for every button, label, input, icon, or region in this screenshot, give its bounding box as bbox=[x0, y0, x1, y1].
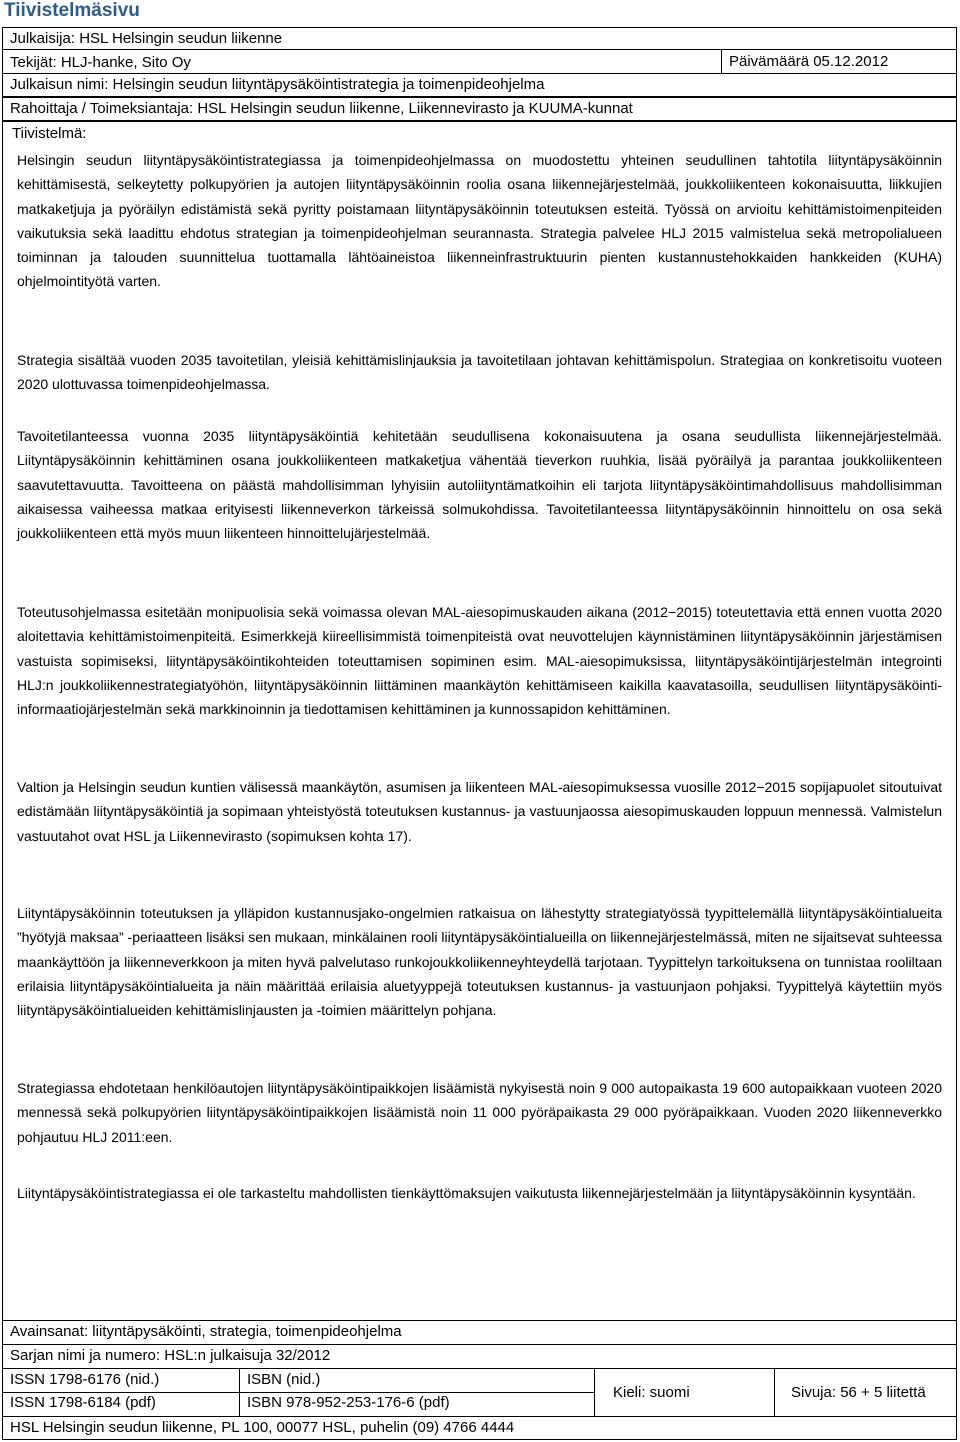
isbn-nid: ISBN (nid.) bbox=[240, 1369, 594, 1393]
issn-nid: ISSN 1798-6176 (nid.) bbox=[3, 1369, 240, 1393]
language: Kieli: suomi bbox=[594, 1369, 774, 1417]
summary-label: Tiivistelmä: bbox=[12, 125, 87, 142]
summary-paragraph: Liityntäpysäköintistrategiassa ei ole tarkasteltu mahdollisten tienkäyttömaksujen vaikutusta liikennejärjestelmään ja liityntäpysäköinnin kysyntään. bbox=[17, 1185, 916, 1201]
publication-name-text: Julkaisun nimi: Helsingin seudun liityntäpysäköintistrategia ja toimenpideohjelma bbox=[10, 76, 545, 93]
publisher-text: Julkaisija: HSL Helsingin seudun liikenne bbox=[10, 30, 283, 47]
page-title: Tiivistelmäsivu bbox=[4, 0, 140, 21]
summary-paragraph: Toteutusohjelmassa esitetään monipuolisia sekä voimassa olevan MAL-aiesopimuskauden aikana (2012−2015) toteutettavia että ennen vuotta 2020 aloitettavia kehittämistoimenpiteitä. Esimerkkejä kiireellisimmistä toimenpiteistä ovat neuvottelujen käynnistäminen liityntäpysäköinnin järjestämisen vastuista sopimiseksi, liityntäpysäköintikohteiden toteuttamisen sopiminen esim. MAL-aiesopimuksissa, liityntäpysäköintijärjestelmän integrointi HLJ:n joukkoliikennestrategiatyöhön, liityntäpysäköinnin liittäminen maankäytön kehittämiseen kaikilla kaavatasoilla, seudullisen liityntäpysäköinti-informaatiojärjestelmän sekä markkinoinnin ja tiedottamisen kehittäminen ja kunnossapidon kehittäminen. bbox=[17, 604, 942, 718]
summary-paragraph: Valtion ja Helsingin seudun kuntien välisessä maankäytön, asumisen ja liikenteen MAL-aiesopimuksessa vuosille 2012−2015 sopijapuolet sitoutuivat edistämään liityntäpysäköintiä ja sopimaan yhteistyöstä toteutuksen kustannus- ja vastuunjaossa aiesopimuskauden loppuun mennessä. Valmistelun vastuutahot ovat HSL ja Liikennevirasto (sopimuksen kohta 17). bbox=[17, 779, 942, 844]
keywords-row bbox=[2, 1320, 957, 1345]
date-text: Päivämäärä 05.12.2012 bbox=[721, 49, 888, 74]
summary-paragraph: Strategia sisältää vuoden 2035 tavoitetilan, yleisiä kehittämislinjauksia ja tavoitetilaan johtavan kehittämispolun. Strategiaa on konkretisoitu vuoteen 2020 ulottuvassa toimenpideohjelmassa. bbox=[17, 352, 942, 393]
summary-paragraph: Strategiassa ehdotetaan henkilöautojen liityntäpysäköintipaikkojen lisäämistä nykyisestä noin 9 000 autopaikasta 19 600 autopaikkaan vuoteen 2020 mennessä sekä polkupyörien liityntäpysäköintipaikkojen lisäämistä noin 11 000 pyöräpaikasta 29 000 pyöräpaikkaan. Vuoden 2020 liikenneverkko pohjautuu HLJ 2011:een. bbox=[17, 1080, 942, 1145]
summary-paragraph: Helsingin seudun liityntäpysäköintistrategiassa ja toimenpideohjelmassa on muodostettu yhteinen seudullinen tahtotila liityntäpysäköinnin kehittämisestä, selkeytetty polkupyörien ja autojen liityntäpysäköinnin roolia osana liikennejärjestelmää, joukkoliikenteen kokonaisuutta, liikkujien matkaketjuja ja pyöräilyn edistämistä sekä pyritty poistamaan liityntäpysäköinnin toteutuksen esteitä. Työssä on arvioitu kehittämistoimenpiteiden vaikutuksia sekä laadittu ehdotus strategian ja toimenpideohjelman seurannasta. Strategia palvelee HLJ 2015 valmistelua sekä metropolialueen toiminnan ja talouden suunnittelua tuottamalla lähtöaineistoa liikenneinfrastruktuurin pienten kustannustehokkaiden hankkeiden (KUHA) ohjelmointityötä varten. bbox=[17, 152, 942, 290]
publisher-row bbox=[2, 27, 957, 50]
publication-info-table bbox=[2, 1368, 957, 1440]
isbn-pdf: ISBN 978-952-253-176-6 (pdf) bbox=[240, 1392, 594, 1417]
contact-info: HSL Helsingin seudun liikenne, PL 100, 00077 HSL, puhelin (09) 4766 4444 bbox=[10, 1419, 515, 1436]
page-count: Sivuja: 56 + 5 liitettä bbox=[774, 1369, 956, 1417]
summary-paragraph: Liityntäpysäköinnin toteutuksen ja ylläpidon kustannusjako-ongelmien ratkaisua on lähestytty strategiatyössä tyypittelemällä liityntäpysäköintialueita ”hyötyjä maksaa” -periaatteen lisäksi sen mukaan, minkälainen rooli liityntäpysäköintialueilla on liikennejärjestelmässä, miten ne sijaitsevat suhteessa maankäyttöön ja liikenneverkkoon ja miten hyvä palvelutaso runkojoukkoliikenneyhteydellä tarjotaan. Tyypittelyn tarkoituksena on tunnistaa rooliltaan erilaisia liityntäpysäköintialueita ja näin määrittää erilaisia aluetyyppejä toteutuksen kustannus- ja vastuunjaon pohjaksi. Tyypittelyä käytettiin myös liityntäpysäköintialueiden kehittämislinjausten ja -toimien määrittelyn pohjana. bbox=[17, 905, 942, 1019]
funder-row bbox=[2, 97, 957, 121]
funder-text: Rahoittaja / Toimeksiantaja: HSL Helsingin seudun liikenne, Liikennevirasto ja KUUMA-kunnat bbox=[10, 100, 633, 117]
issn-pdf: ISSN 1798-6184 (pdf) bbox=[3, 1392, 240, 1417]
authors-row bbox=[2, 49, 957, 74]
keywords-text: Avainsanat: liityntäpysäköinti, strategia, toimenpideohjelma bbox=[10, 1323, 402, 1340]
authors-text: Tekijät: HLJ-hanke, Sito Oy bbox=[10, 54, 191, 71]
summary-paragraph: Tavoitetilanteessa vuonna 2035 liityntäpysäköintiä kehitetään seudullisena kokonaisuutena ja osana seudullista liikennejärjestelmää. Liityntäpysäköinnin kehittäminen osana joukkoliikenteen matkaketjua vähentää tieverkon ruuhkia, lisää pyöräilyä ja parantaa joukkoliikenteen saavutettavuutta. Tavoitteena on päästä mahdollisimman lyhyisiin autoliityntämatkoihin eli tarjota liityntäpysäköintimahdollisuus mahdollisimman aikaisessa vaiheessa matkaa erityisesti liikenneverkon tärkeissä solmukohdissa. Tavoitetilanteessa liityntäpysäköinnin hinnoittelu on osa sekä joukkoliikenteen että myös muun liikenteen hinnoittelujärjestelmää. bbox=[17, 428, 942, 542]
series-row bbox=[2, 1344, 957, 1369]
publication-name-row bbox=[2, 73, 957, 97]
series-text: Sarjan nimi ja numero: HSL:n julkaisuja 32/2012 bbox=[10, 1347, 331, 1364]
